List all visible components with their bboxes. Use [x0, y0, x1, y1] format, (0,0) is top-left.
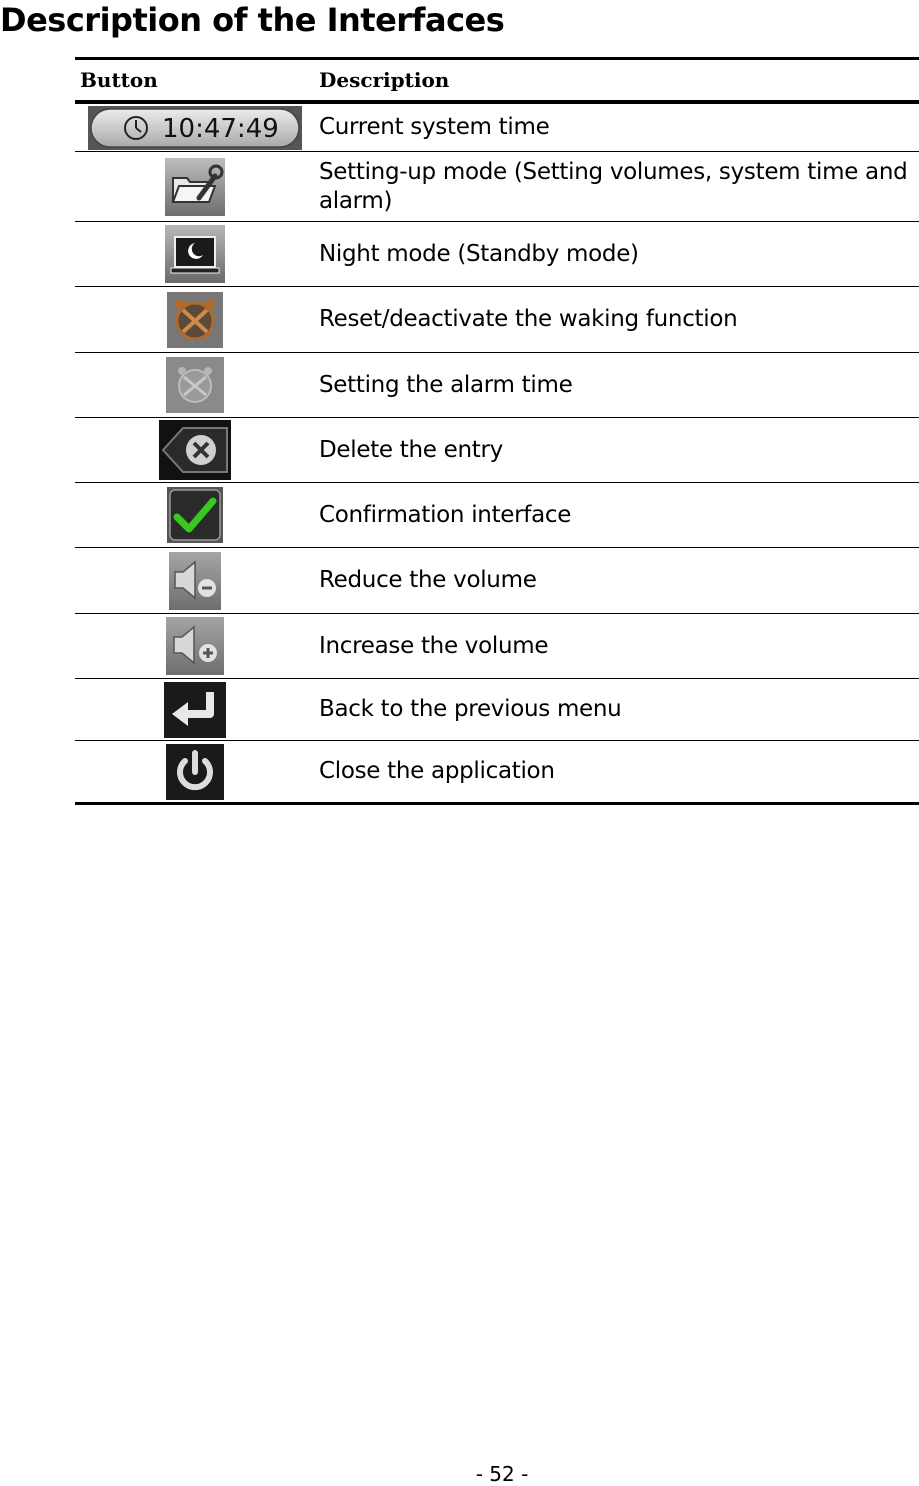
table-row [75, 547, 919, 613]
table-row [75, 740, 919, 802]
table-row [75, 221, 919, 286]
folder-wrench-icon [165, 158, 225, 216]
row-description: Reduce the volume [319, 567, 537, 593]
header-description: Description [319, 68, 450, 92]
table-header [75, 60, 919, 103]
page-title: Description of the Interfaces [0, 1, 505, 39]
green-checkmark-icon [167, 487, 223, 543]
row-description: Close the application [319, 758, 555, 784]
row-description: Reset/deactivate the waking function [319, 306, 738, 332]
row-description: Setting-up mode (Setting volumes, system time and alarm) [319, 158, 908, 214]
row-description: Delete the entry [319, 436, 503, 463]
clock-time-text: 10:47:49 [162, 113, 279, 144]
back-return-arrow-icon [164, 682, 226, 738]
speaker-minus-icon [169, 552, 221, 610]
night-moon-monitor-icon [165, 225, 225, 283]
table-row [75, 613, 919, 678]
row-description: Increase the volume [319, 632, 549, 659]
table-row [75, 678, 919, 740]
speaker-plus-icon [166, 617, 224, 675]
page-number: - 52 - [475, 1462, 529, 1486]
row-description: Current system time [319, 114, 550, 140]
power-icon [166, 744, 224, 800]
clock-time-display-icon [88, 106, 302, 150]
row-description: Confirmation interface [319, 501, 572, 528]
alarm-clock-setting-icon [166, 357, 224, 413]
table-row [75, 151, 919, 221]
row-description: Night mode (Standby mode) [319, 240, 639, 267]
table-row [75, 103, 919, 151]
delete-backspace-icon [159, 420, 231, 480]
table-row [75, 417, 919, 482]
table-row [75, 286, 919, 352]
row-description: Back to the previous menu [319, 696, 622, 722]
table-row [75, 482, 919, 547]
header-button: Button [80, 68, 158, 92]
table-row [75, 352, 919, 417]
interface-description-table [75, 57, 919, 805]
row-description: Setting the alarm time [319, 371, 573, 398]
alarm-clock-reset-icon [167, 292, 223, 348]
